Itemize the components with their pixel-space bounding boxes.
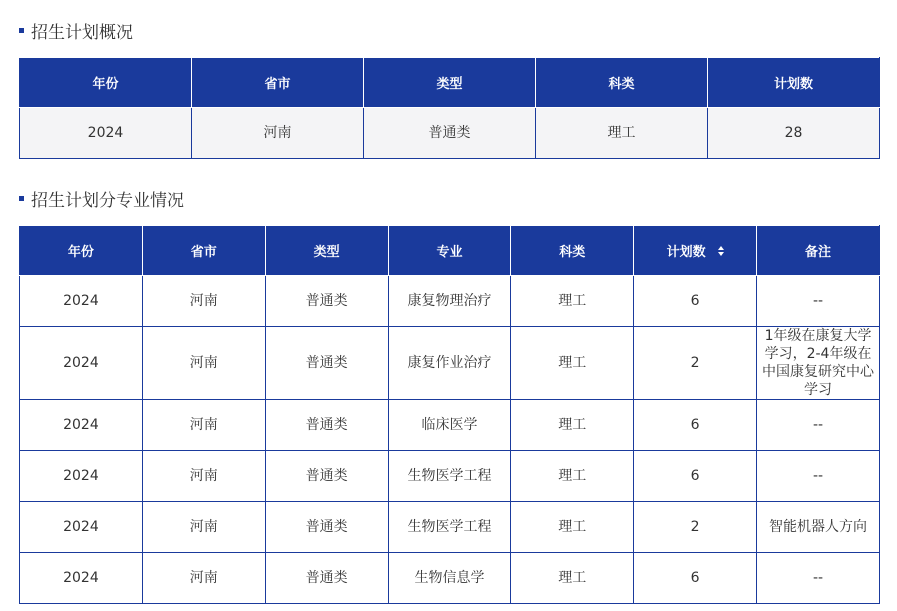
column-header-plan-count-sortable[interactable]	[634, 226, 757, 276]
cell-plan-count: 6	[634, 276, 757, 327]
column-header-type: 类型	[265, 226, 388, 276]
cell-year: 2024	[20, 108, 192, 159]
cell-province: 河南	[142, 451, 265, 502]
column-header-year: 年份	[20, 58, 192, 108]
cell-notes: --	[757, 451, 880, 502]
column-header-subject: 科类	[511, 226, 634, 276]
table-header-row	[20, 226, 880, 276]
column-header-province: 省市	[142, 226, 265, 276]
cell-notes: --	[757, 400, 880, 451]
cell-plan-count: 6	[634, 451, 757, 502]
cell-major: 临床医学	[388, 400, 511, 451]
square-bullet-icon	[19, 196, 24, 201]
table-row	[20, 108, 880, 159]
cell-province: 河南	[142, 502, 265, 553]
table-row	[20, 451, 880, 502]
cell-province: 河南	[142, 553, 265, 604]
cell-subject: 理工	[511, 502, 634, 553]
cell-major: 康复作业治疗	[388, 327, 511, 400]
sort-updown-icon[interactable]	[718, 246, 724, 256]
cell-plan-count: 28	[708, 108, 880, 159]
column-header-type: 类型	[364, 58, 536, 108]
cell-type: 普通类	[265, 553, 388, 604]
cell-major: 生物医学工程	[388, 502, 511, 553]
cell-major: 生物医学工程	[388, 451, 511, 502]
cell-subject: 理工	[511, 400, 634, 451]
section-title-text: 招生计划概况	[31, 22, 133, 43]
table-row	[20, 553, 880, 604]
table-row	[20, 276, 880, 327]
cell-plan-count: 2	[634, 502, 757, 553]
square-bullet-icon	[19, 28, 24, 33]
cell-year: 2024	[20, 451, 143, 502]
cell-province: 河南	[192, 108, 364, 159]
cell-year: 2024	[20, 327, 143, 400]
section-title-plan-by-major	[19, 186, 184, 210]
table-header-row	[20, 58, 880, 108]
column-header-label: 计划数	[666, 245, 706, 260]
cell-type: 普通类	[364, 108, 536, 159]
column-header-notes: 备注	[757, 226, 880, 276]
section-title-text: 招生计划分专业情况	[31, 190, 184, 211]
table-row	[20, 400, 880, 451]
cell-notes: 1年级在康复大学学习，2-4年级在中国康复研究中心学习	[757, 327, 880, 400]
cell-type: 普通类	[265, 451, 388, 502]
cell-notes: 智能机器人方向	[757, 502, 880, 553]
cell-type: 普通类	[265, 276, 388, 327]
column-header-year: 年份	[20, 226, 143, 276]
cell-major: 生物信息学	[388, 553, 511, 604]
cell-year: 2024	[20, 502, 143, 553]
cell-subject: 理工	[511, 276, 634, 327]
cell-type: 普通类	[265, 502, 388, 553]
column-header-plan-count: 计划数	[708, 58, 880, 108]
cell-type: 普通类	[265, 327, 388, 400]
cell-year: 2024	[20, 276, 143, 327]
cell-province: 河南	[142, 276, 265, 327]
cell-province: 河南	[142, 327, 265, 400]
cell-notes: --	[757, 553, 880, 604]
cell-plan-count: 2	[634, 327, 757, 400]
cell-year: 2024	[20, 400, 143, 451]
cell-type: 普通类	[265, 400, 388, 451]
cell-subject: 理工	[536, 108, 708, 159]
cell-subject: 理工	[511, 451, 634, 502]
cell-notes: --	[757, 276, 880, 327]
section-title-plan-overview	[19, 18, 133, 42]
table-row	[20, 502, 880, 553]
column-header-major: 专业	[388, 226, 511, 276]
column-header-province: 省市	[192, 58, 364, 108]
plan-by-major-table	[19, 225, 880, 604]
cell-plan-count: 6	[634, 553, 757, 604]
cell-subject: 理工	[511, 553, 634, 604]
table-row	[20, 327, 880, 400]
cell-province: 河南	[142, 400, 265, 451]
column-header-subject: 科类	[536, 58, 708, 108]
cell-subject: 理工	[511, 327, 634, 400]
cell-plan-count: 6	[634, 400, 757, 451]
cell-major: 康复物理治疗	[388, 276, 511, 327]
plan-overview-table	[19, 57, 880, 159]
cell-year: 2024	[20, 553, 143, 604]
